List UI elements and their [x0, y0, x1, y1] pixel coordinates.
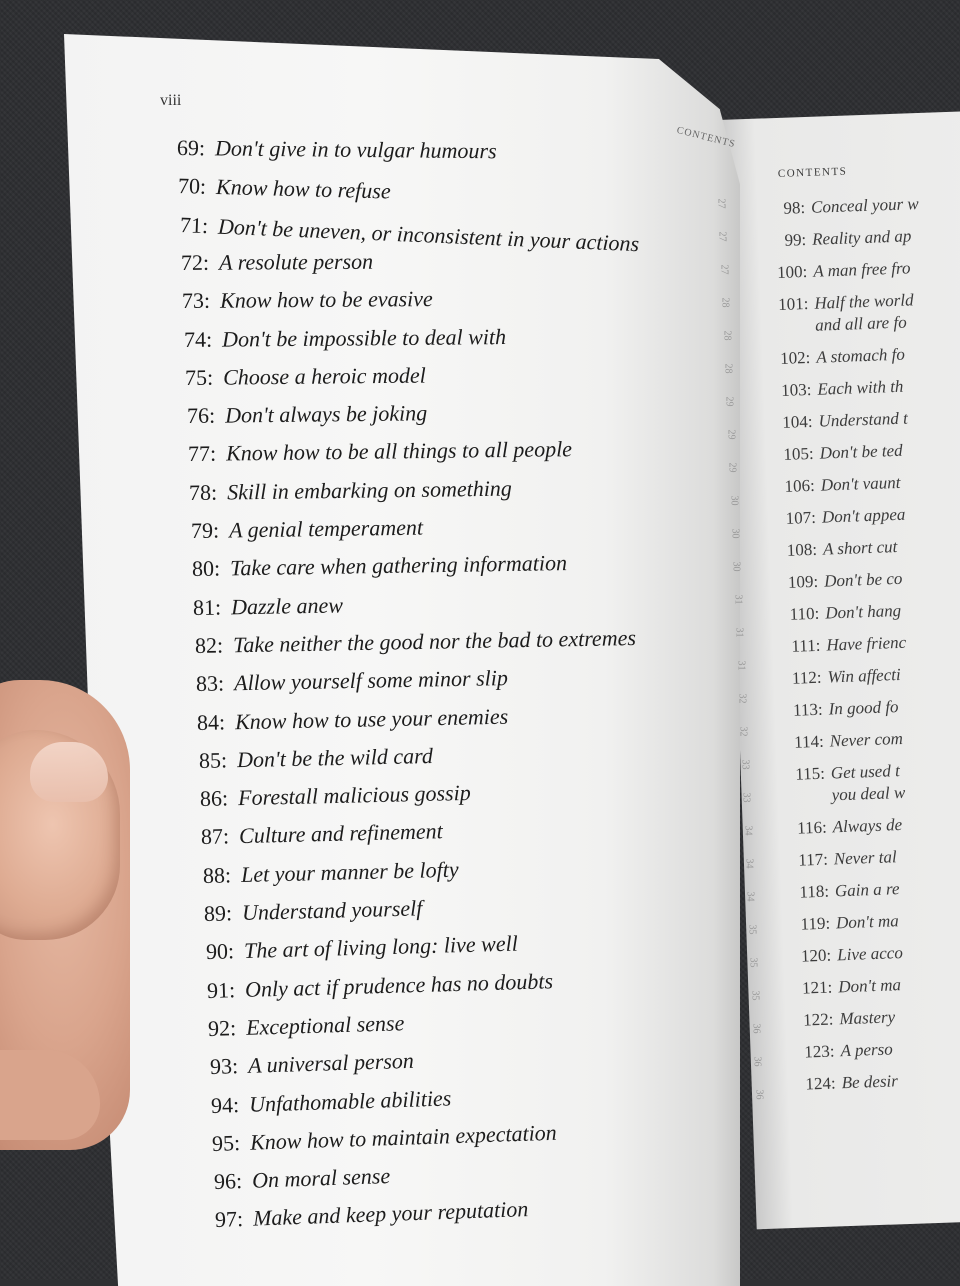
entry-title: Conceal your w [810, 194, 920, 217]
entry-number: 92: [207, 1015, 237, 1041]
contents-entry [184, 324, 506, 353]
entry-number: 91: [206, 976, 236, 1003]
right-contents-entry [768, 696, 899, 723]
entry-number: 108: [786, 539, 818, 560]
entry-title: Don't always be joking [224, 400, 427, 428]
page-reference: 33 [740, 792, 752, 803]
page-reference: 27 [718, 264, 730, 275]
entry-title: Never tal [833, 847, 897, 869]
contents-entry [182, 286, 433, 314]
entry-number: 99: [784, 229, 807, 250]
right-contents-entry [779, 1006, 895, 1032]
right-contents-entry [778, 974, 901, 1000]
entry-title: Don't appea [821, 504, 906, 527]
right-contents-entry [771, 760, 906, 809]
right-contents-entry [762, 504, 906, 531]
contents-entry [193, 592, 343, 621]
entry-title: Let your manner be lofty [240, 856, 459, 887]
entry-title: Make and keep your reputation [252, 1196, 529, 1232]
entry-number: 90: [205, 938, 234, 965]
entry-number: 112: [791, 667, 822, 688]
right-contents-entry [769, 728, 903, 755]
right-contents-entry [766, 632, 906, 659]
entry-number: 87: [201, 823, 230, 850]
entry-number: 80: [191, 555, 221, 582]
entry-number: 101: [777, 293, 809, 315]
page-reference: 27 [715, 198, 727, 209]
right-contents-entry [774, 846, 897, 872]
entry-number: 117: [797, 849, 829, 870]
entry-title: Know how to be all things to all people [225, 436, 572, 466]
entry-number: 107: [785, 507, 817, 528]
right-contents-entry [780, 1038, 893, 1064]
entry-number: 83: [195, 670, 225, 697]
contents-entry [186, 400, 426, 429]
entry-number: 114: [793, 731, 825, 752]
entry-number: 98: [783, 198, 806, 218]
entry-title: Know how to use your enemies [235, 703, 509, 734]
page-reference: 34 [744, 891, 756, 902]
entry-title: Don't be uneven, or inconsistent in your actions [217, 213, 640, 256]
entry-title: Don't hang [824, 600, 902, 623]
entry-number: 94: [210, 1091, 240, 1118]
page-reference: 31 [732, 594, 744, 605]
entry-title: Unfathomable abilities [248, 1084, 452, 1117]
entry-title: Have frienc [826, 632, 907, 655]
entry-number: 118: [799, 881, 830, 902]
entry-title: Take care when gathering information [229, 550, 568, 581]
entry-title: Don't give in to vulgar humours [214, 135, 497, 164]
entry-number: 76: [186, 402, 215, 429]
entry-title: Dazzle anew [231, 592, 344, 619]
entry-title: The art of living long: live well [243, 930, 518, 964]
contents-entry [177, 135, 497, 164]
entry-number: 100: [776, 261, 808, 283]
entry-title: Half the world [814, 290, 914, 313]
page-reference: 35 [746, 924, 758, 935]
entry-title: Each with th [817, 376, 904, 399]
entry-title: Reality and ap [811, 226, 912, 249]
entry-number: 121: [801, 977, 833, 998]
entry-title: A resolute person [219, 248, 374, 275]
entry-number: 85: [198, 747, 228, 773]
right-contents-entry [760, 472, 900, 499]
entry-title: Don't ma [837, 975, 902, 997]
entry-title: A genial temperament [228, 514, 423, 543]
entry-title: Don't be ted [819, 440, 903, 463]
entry-number: 105: [783, 443, 815, 464]
entry-number: 124: [805, 1073, 837, 1094]
page-reference: 33 [739, 759, 751, 770]
entry-title: Don't be the wild card [236, 742, 433, 772]
entry-number: 82: [194, 632, 223, 658]
entry-number: 111: [791, 635, 821, 656]
right-contents-entry [781, 1070, 898, 1096]
right-contents-entry [776, 910, 899, 936]
entry-title: Be desir [841, 1071, 899, 1093]
contents-entry [190, 515, 422, 544]
page-reference: 29 [723, 396, 735, 407]
entry-title: Only act if prudence has no doubts [244, 967, 554, 1002]
entry-number: 106: [784, 475, 816, 496]
right-contents-entry [758, 408, 908, 435]
entry-number: 72: [180, 249, 210, 275]
entry-title: In good fo [828, 697, 899, 719]
page-reference: 30 [728, 495, 740, 506]
entry-title: Never com [829, 728, 904, 751]
entry-number: 116: [796, 817, 828, 838]
right-contents-entry [752, 225, 912, 253]
entry-title: Choose a heroic model [223, 362, 427, 390]
entry-title: Gain a re [834, 879, 900, 901]
entry-number: 79: [190, 517, 219, 543]
entry-title: Allow yourself some minor slip [233, 665, 509, 696]
entry-number: 69: [176, 135, 206, 161]
right-page-header: CONTENTS [777, 165, 848, 180]
page-reference: 36 [750, 1023, 762, 1034]
contents-entry [181, 249, 373, 276]
entry-number: 71: [179, 211, 209, 238]
entry-title: A perso [840, 1039, 893, 1061]
entry-number: 81: [193, 594, 222, 620]
right-contents-entry [775, 878, 900, 904]
entry-title: Win affecti [827, 664, 901, 687]
entry-number: 123: [804, 1041, 835, 1062]
entry-title: Culture and refinement [239, 818, 444, 849]
entry-number: 93: [209, 1053, 239, 1080]
right-contents-entry [767, 664, 901, 691]
entry-number: 119: [800, 913, 831, 934]
entry-number: 78: [189, 479, 218, 505]
page-reference: 29 [726, 462, 738, 473]
entry-number: 97: [214, 1206, 244, 1233]
entry-title: Live acco [836, 943, 904, 965]
entry-title: A short cut [822, 537, 898, 559]
right-contents-entry [751, 193, 919, 221]
entry-title: Take neither the good nor the bad to extremes [232, 624, 636, 658]
right-contents-entry [772, 814, 902, 841]
entry-title: A man free fro [813, 258, 911, 281]
entry-continuation: and all are fo [814, 312, 907, 335]
entry-title: Always de [832, 815, 903, 837]
entry-title: Mastery [839, 1007, 896, 1029]
entry-number: 103: [780, 379, 812, 400]
right-contents-entry [756, 344, 905, 371]
right-contents-entry [757, 376, 904, 403]
entry-title: Understand t [818, 408, 909, 431]
right-contents-entry [764, 568, 903, 595]
page-reference: 35 [747, 957, 759, 968]
entry-number: 102: [779, 347, 811, 368]
entry-number: 104: [782, 411, 813, 432]
contents-entry [188, 437, 572, 468]
page-reference: 28 [721, 330, 733, 341]
entry-number: 77: [187, 441, 217, 467]
entry-number: 88: [202, 861, 232, 888]
entry-title: Skill in embarking on something [227, 475, 513, 505]
page-reference: 31 [735, 660, 747, 671]
page-reference: 27 [716, 231, 728, 242]
entry-title: Know how to refuse [216, 174, 392, 204]
entry-number: 84: [197, 708, 226, 735]
entry-number: 122: [802, 1009, 834, 1030]
page-reference: 35 [749, 990, 761, 1001]
entry-title: Get used t [830, 761, 901, 783]
entry-number: 74: [183, 326, 213, 352]
entry-number: 86: [199, 785, 229, 812]
entry-title: Forestall malicious gossip [237, 779, 472, 811]
page-number: viii [160, 92, 182, 109]
contents-entry [198, 743, 432, 774]
entry-number: 109: [787, 571, 819, 592]
entry-continuation: you deal w [831, 782, 906, 805]
right-contents-entry [777, 942, 903, 968]
entry-number: 73: [182, 287, 211, 314]
entry-title: A stomach fo [816, 344, 906, 367]
page-reference: 32 [737, 726, 749, 737]
entry-number: 113: [792, 699, 823, 720]
page-reference: 34 [743, 858, 755, 869]
page-reference: 32 [736, 693, 748, 704]
page-reference: 28 [722, 363, 734, 374]
contents-entry [185, 362, 426, 390]
entry-title: Don't vaunt [820, 472, 901, 495]
entry-number: 115: [794, 763, 826, 784]
contents-entry [189, 475, 512, 505]
entry-title: A universal person [247, 1047, 414, 1079]
entry-title: On moral sense [251, 1163, 391, 1193]
page-reference: 30 [729, 528, 741, 539]
thumbnail-nail [30, 742, 108, 802]
left-page-header-peek: CONTENTS [675, 124, 737, 151]
page-reference: 28 [719, 297, 731, 308]
entry-title: Don't ma [835, 911, 900, 933]
right-contents-entry [763, 536, 898, 563]
page-reference: 29 [725, 429, 737, 440]
page-reference: 30 [730, 561, 742, 572]
entry-number: 120: [800, 945, 832, 966]
page-reference: 31 [733, 627, 745, 638]
right-contents-entry [765, 600, 902, 627]
right-contents-entry [759, 440, 903, 467]
page-reference: 34 [742, 825, 754, 836]
entry-title: Know how to be evasive [220, 286, 434, 313]
entry-title: Exceptional sense [245, 1010, 405, 1040]
entry-number: 75: [185, 364, 214, 390]
entry-number: 70: [178, 173, 207, 200]
right-contents-entry [753, 257, 911, 284]
entry-title: Don't be impossible to deal with [221, 323, 506, 352]
right-contents-entry [754, 289, 915, 339]
entry-number: 95: [211, 1129, 241, 1156]
entry-number: 89: [203, 900, 233, 926]
page-reference: 36 [751, 1056, 763, 1067]
entry-number: 110: [789, 603, 820, 624]
entry-title: Don't be co [823, 568, 903, 591]
entry-number: 96: [213, 1168, 243, 1195]
page-reference: 36 [753, 1089, 765, 1100]
entry-title: Know how to maintain expectation [249, 1119, 558, 1155]
entry-title: Understand yourself [241, 895, 423, 926]
